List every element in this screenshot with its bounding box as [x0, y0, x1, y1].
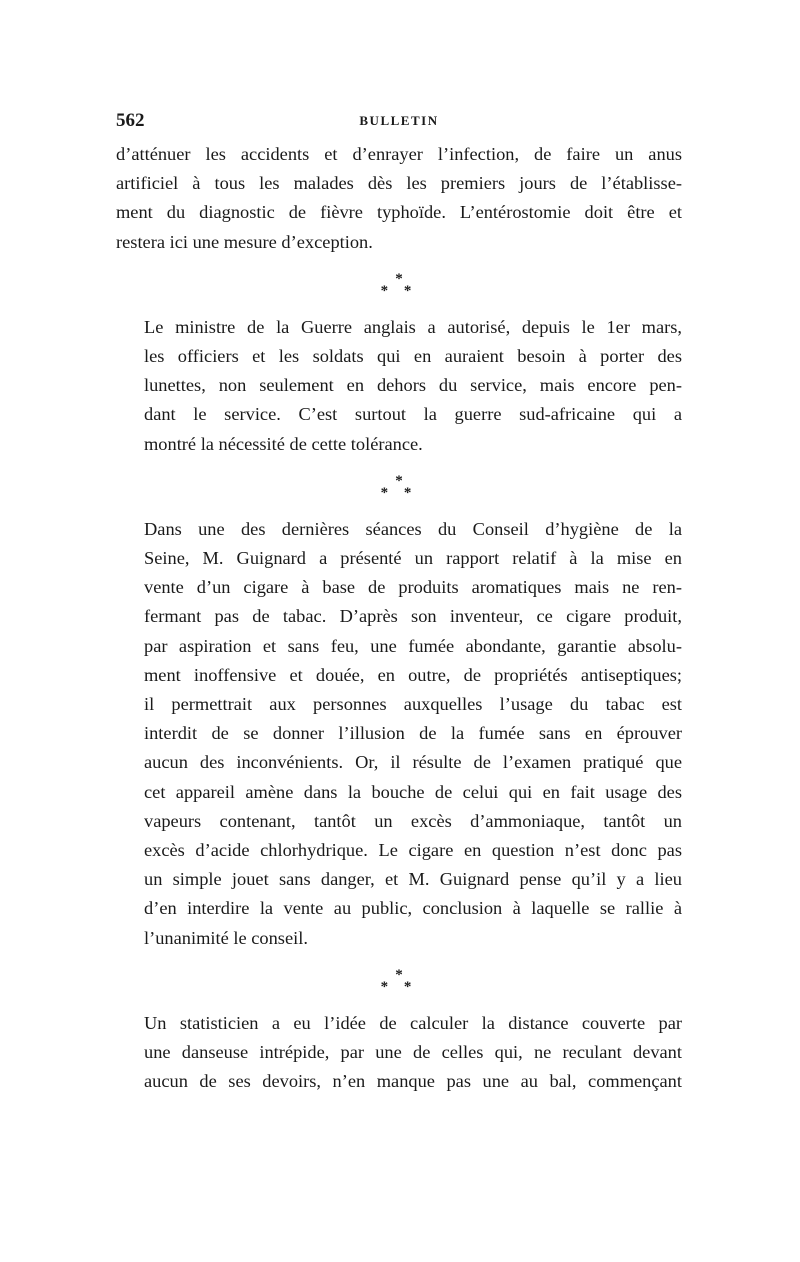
- text-line: un simple jouet sans danger, et M. Guignard pense qu’il y a lieu: [144, 869, 682, 890]
- asterism-bottom: * *: [380, 978, 418, 995]
- text-line: restera ici une mesure d’exception.: [116, 231, 373, 252]
- text-line: il permettrait aux personnes auxquelles l’usage du tabac est: [144, 694, 682, 715]
- text-line: ment inoffensive et douée, en outre, de propriétés antiseptiques;: [144, 664, 682, 685]
- text-line: aucun de ses devoirs, n’en manque pas une au bal, commençant: [144, 1071, 682, 1092]
- text-line: par aspiration et sans feu, une fumée abondante, garantie absolu-: [144, 635, 682, 656]
- asterism-top: *: [395, 270, 403, 287]
- asterism-separator: [116, 459, 682, 515]
- paragraph-2: [116, 313, 682, 459]
- text-line: les officiers et les soldats qui en auraient besoin à porter des: [144, 346, 682, 367]
- text-line: interdit de se donner l’illusion de la fumée sans en éprouver: [144, 723, 682, 744]
- text-line: lunettes, non seulement en dehors du service, mais encore pen-: [144, 375, 682, 396]
- text-line: montré la nécessité de cette tolérance.: [144, 433, 423, 454]
- asterism-bottom: * *: [380, 484, 418, 501]
- asterism-separator: [116, 953, 682, 1009]
- asterism-separator: [116, 257, 682, 313]
- text-line: d’atténuer les accidents et d’enrayer l’infection, de faire un anus: [116, 144, 682, 164]
- asterism-top: *: [395, 966, 403, 983]
- running-head: BULLETIN: [359, 113, 439, 128]
- page-number: 562: [116, 110, 145, 131]
- text-line: cet appareil amène dans la bouche de celui qui en fait usage des: [144, 781, 682, 802]
- asterism-bottom: * *: [380, 282, 418, 299]
- text-line: dant le service. C’est surtout la guerre sud-africaine qui a: [144, 404, 682, 425]
- text-line: vapeurs contenant, tantôt un excès d’ammoniaque, tantôt un: [144, 810, 682, 831]
- text-line: vente d’un cigare à base de produits aromatiques mais ne ren-: [144, 577, 682, 598]
- text-line: d’en interdire la vente au public, conclusion à laquelle se rallie à: [144, 898, 682, 919]
- text-line: Seine, M. Guignard a présenté un rapport relatif à la mise en: [144, 548, 682, 569]
- text-line: fermant pas de tabac. D’après son inventeur, ce cigare produit,: [144, 606, 682, 627]
- text-line: aucun des inconvénients. Or, il résulte de l’examen pratiqué que: [144, 752, 682, 773]
- paragraph-1: [116, 140, 682, 257]
- text-line: excès d’acide chlorhydrique. Le cigare en question n’est donc pas: [144, 840, 682, 861]
- asterism-top: *: [395, 472, 403, 489]
- page-header: [116, 110, 682, 140]
- text-line: l’unanimité le conseil.: [144, 927, 308, 948]
- text-line: artificiel à tous les malades dès les premiers jours de l’établisse-: [116, 173, 682, 194]
- text-line: Le ministre de la Guerre anglais a autorisé, depuis le 1er mars,: [144, 316, 682, 337]
- paragraph-3: [116, 515, 682, 953]
- paragraph-4: [116, 1009, 682, 1097]
- text-line: Un statisticien a eu l’idée de calculer la distance couverte par: [144, 1012, 682, 1033]
- text-line: Dans une des dernières séances du Conseil d’hygiène de la: [144, 518, 682, 539]
- page: [116, 110, 682, 1096]
- text-line: une danseuse intrépide, par une de celles qui, ne reculant devant: [144, 1042, 682, 1063]
- text-line: ment du diagnostic de fièvre typhoïde. L’entérostomie doit être et: [116, 202, 682, 223]
